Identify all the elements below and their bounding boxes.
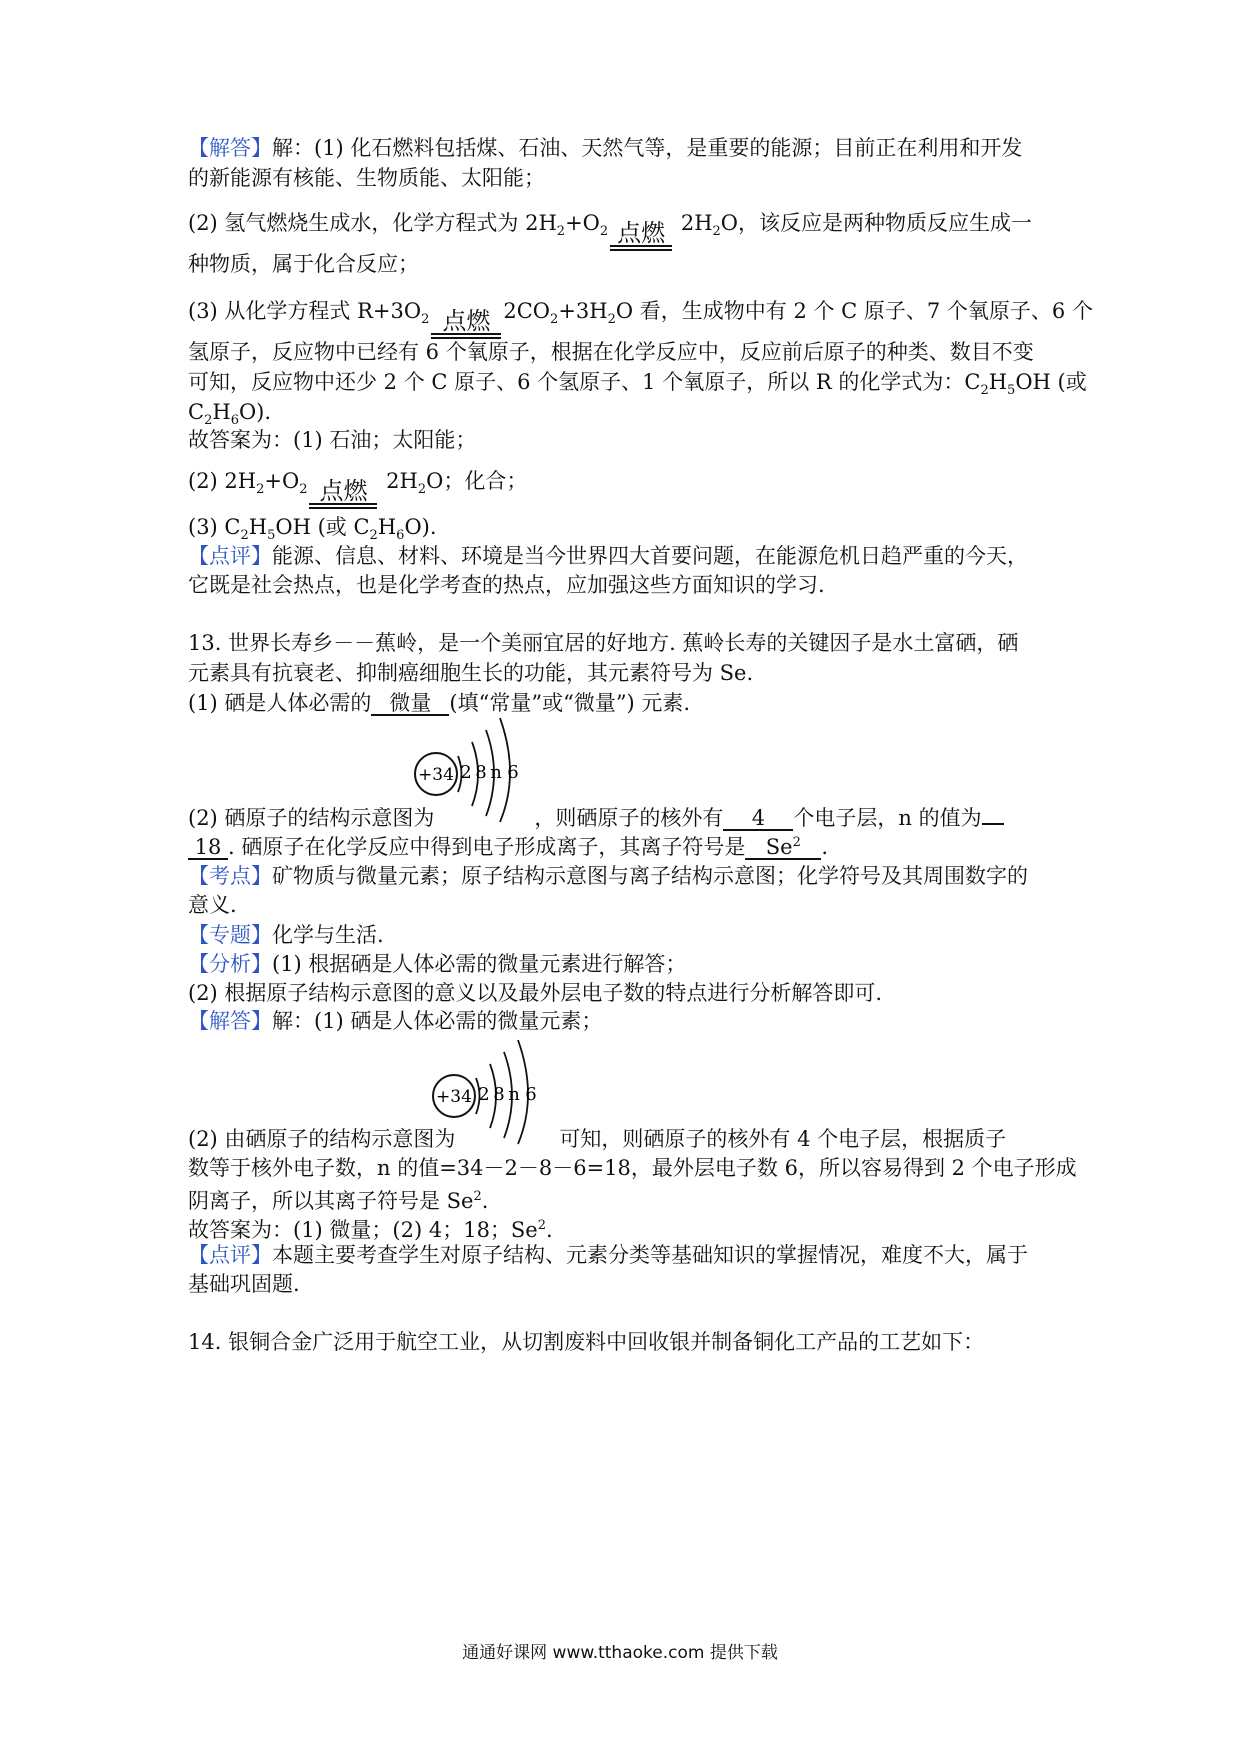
shell-count: 8 [475, 762, 487, 783]
reaction-condition: 点燃 [431, 309, 501, 347]
solution-line: (2) 由硒原子的结构示意图为 可知，则硒原子的核外有 4 个电子层，根据质子 [188, 1127, 1007, 1151]
question-13-part1: (1) 硒是人体必需的 微量 (填“常量”或“微量”) 元素. [188, 691, 691, 715]
question-13-part2: 18 . 硒原子在化学反应中得到电子形成离子，其离子符号是 Se$^2$ . [188, 832, 828, 862]
question-13-line: 13. 世界长寿乡－－蕉岭，是一个美丽宜居的好地方. 蕉岭长寿的关键因子是水土富硒，硒 [188, 631, 1019, 655]
shell-count: n [490, 762, 502, 783]
question-14-line: 14. 银铜合金广泛用于航空工业，从切割废料中回收银并制备铜化工产品的工艺如下： [188, 1330, 985, 1354]
answer-line: 的新能源有核能、生物质能、太阳能； [188, 166, 545, 190]
topic-line: 【专题】化学与生活. [188, 923, 384, 947]
question-13-line: 元素具有抗衰老、抑制癌细胞生长的功能，其元素符号为 Se. [188, 661, 754, 685]
nucleus-charge: +34 [418, 765, 454, 785]
shell-count: n [508, 1084, 520, 1105]
solution-line: 数等于核外电子数，n 的值=34－2－8－6=18，最外层电子数 6，所以容易得到 2 个电子形成 [188, 1156, 1077, 1180]
analysis-line: (2) 根据原子结构示意图的意义以及最外层电子数的特点进行分析解答即可. [188, 981, 883, 1005]
answer-tag: 【解答】 [188, 136, 272, 160]
nucleus-charge: +34 [436, 1087, 472, 1107]
answer-blank: 微量 [371, 692, 449, 716]
answer-blank: 4 [723, 807, 793, 831]
comment-line: 【点评】本题主要考查学生对原子结构、元素分类等基础知识的掌握情况，难度不大，属于 [188, 1243, 1028, 1267]
shell-count: 2 [460, 762, 472, 783]
answer-line: 氢原子，反应物中已经有 6 个氧原子，根据在化学反应中，反应前后原子的种类、数目不变 [188, 340, 1034, 364]
topic-tag: 【专题】 [188, 923, 272, 947]
key-point-tag: 【考点】 [188, 864, 272, 888]
comment-tag: 【点评】 [188, 1243, 272, 1267]
shell-count: 6 [525, 1084, 537, 1105]
shell-count: 2 [478, 1084, 490, 1105]
comment-line: 【点评】能源、信息、材料、环境是当今世界四大首要问题，在能源危机日趋严重的今天， [188, 544, 1028, 568]
answer-blank: Se$^2$ [745, 832, 821, 860]
question-13-part2: (2) 硒原子的结构示意图为 ，则硒原子的核外有 4 个电子层，n 的值为 [188, 803, 1004, 833]
comment-line: 它既是社会热点，也是化学考查的热点，应加强这些方面知识的学习. [188, 573, 825, 597]
comment-tag: 【点评】 [188, 544, 272, 568]
answer-summary: 故答案为：(1) 微量；(2) 4；18；Se$^2$. [188, 1218, 553, 1242]
analysis-tag: 【分析】 [188, 952, 272, 976]
key-point-line: 意义. [188, 893, 237, 917]
solution-tag: 【解答】 [188, 1009, 272, 1033]
equation-line: (2) 氢气燃烧生成水，化学方程式为 $2H_2+O_2$ 点燃 $2H_2O$，该反应是两种物质反应生成一 [188, 196, 1032, 259]
answer-summary: 故答案为：(1) 石油；太阳能； [188, 428, 477, 452]
answer-line: 可知，反应物中还少 2 个 C 原子、6 个氢原子、1 个氧原子，所以 R 的化学式为：$C_2H_5OH$ (或 [188, 370, 1087, 399]
answer-line: $C_2H_6O$). [188, 400, 272, 429]
equation-line: (3) 从化学方程式 $R+3O_2$ 点燃 $2CO_2+3H_2O$ 看，生成物中有 2 个 C 原子、7 个氧原子、6 个 [188, 284, 1093, 347]
answer-line: 种物质，属于化合反应； [188, 252, 419, 276]
reaction-condition: 点燃 [610, 221, 672, 259]
key-point-line: 【考点】矿物质与微量元素；原子结构示意图与离子结构示意图；化学符号及其周围数字的 [188, 864, 1028, 888]
reaction-condition: 点燃 [309, 479, 377, 517]
shell-count: 6 [507, 762, 519, 783]
answer-line: 【解答】解：(1) 化石燃料包括煤、石油、天然气等，是重要的能源；目前正在利用和开发 [188, 136, 1023, 160]
comment-line: 基础巩固题. [188, 1272, 300, 1296]
shell-count: 8 [493, 1084, 505, 1105]
answer-blank: 18 [188, 836, 228, 860]
equation-line: (2) $2H_2+O_2$ 点燃 $2H_2O$；化合； [188, 454, 527, 517]
analysis-line: 【分析】(1) 根据硒是人体必需的微量元素进行解答； [188, 952, 687, 976]
page-footer: 通通好课网 www.tthaoke.com 提供下载 [462, 1643, 778, 1663]
answer-line: (3) $C_2H_5OH$ (或 $C_2H_6O$). [188, 515, 437, 544]
solution-line: 阴离子，所以其离子符号是 Se$^2$. [188, 1189, 489, 1213]
solution-line: 【解答】解：(1) 硒是人体必需的微量元素； [188, 1009, 603, 1033]
